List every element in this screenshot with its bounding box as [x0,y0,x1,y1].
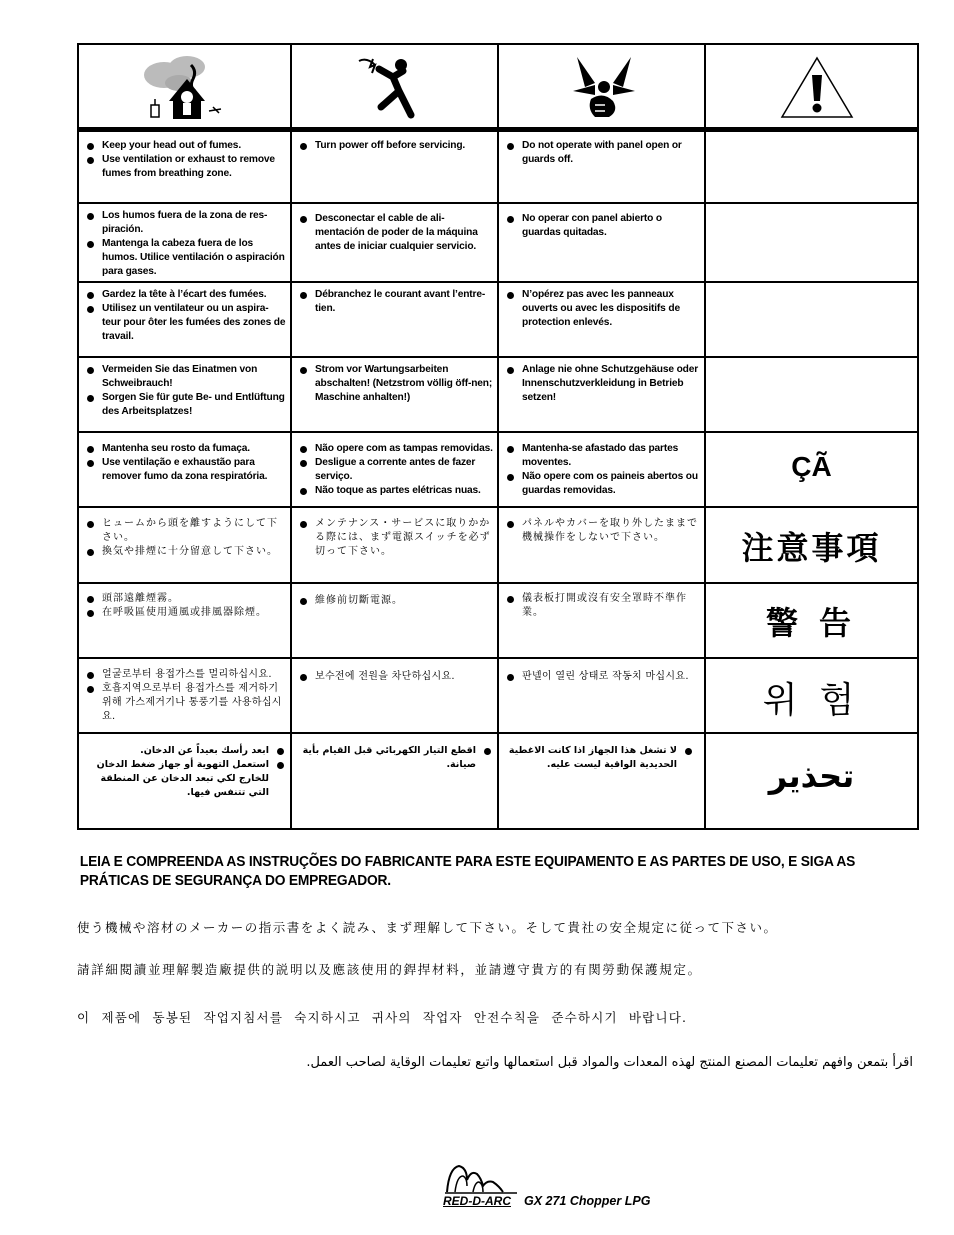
warning-label-ko: 위 험 [762,678,861,720]
list-item: 換気や排煙に十分留意して下さい。 [87,545,286,559]
list-item: Use ventilação e exhaustão para remover fumo da zona respiratória. [87,456,286,484]
list-item: Turn power off before servicing. [300,139,493,153]
row-pt-col3 [499,437,704,506]
list-item: ヒュームから頭を離すようにして下さい。 [87,517,286,545]
notice-arabic: اقرأ بتمعن وافهم تعليمات المصنع المنتج لهذه المعدات والمواد قبل استعمالها واتبع تعليمات الوقاية لصاحب العمل. [306,1055,913,1070]
row-de-col2 [292,358,497,431]
row-divider [79,506,917,508]
row-fr-col2 [292,283,497,356]
row-de-col3 [499,358,704,431]
list-item: 頭部遠離煙霧。 [87,592,286,606]
list-item: Do not operate with panel open or guards off. [507,139,700,167]
list-item: Utilisez un ventilateur ou un aspira-teur pour ôter les fumées des zones de travail. [87,302,286,344]
row-zh-col3 [499,587,704,657]
row-fr-col1 [79,283,290,356]
row-ko-col3 [499,665,704,732]
list-item: Não opere com as tampas removidas. [300,442,493,456]
warning-triangle-icon [779,55,855,121]
row-ko-col2 [292,665,497,732]
fumes-icon [139,53,239,121]
list-item: 儀表板打開或沒有安全罩時不準作業。 [507,592,700,620]
list-item: Sorgen Sie für gute Be- und Entlüftung des Arbeitsplatzes! [87,391,286,419]
row-pt-col1 [79,437,290,506]
list-item: Mantenga la cabeza fuera de los humos. Utilice ventilación o aspiración para gases. [87,237,286,279]
list-item: 維修前切斷電源。 [300,594,493,608]
row-divider [79,732,917,734]
header-divider [79,127,917,132]
notice-portuguese: LEIA E COMPREENDA AS INSTRUÇÕES DO FABRICANTE PARA ESTE EQUIPAMENTO E AS PARTES DE USO, E SIGA AS PRÁTICAS DE SEGURANÇA DO EMPREGADOR. [79,854,856,889]
list-item: Não opere com os paineis abertos ou guardas removidas. [507,470,700,498]
list-item: メンテナンス・サービスに取りかかる際には、まず電源スイッチを必ず切って下さい。 [300,517,493,559]
row-ar-col2 [292,739,497,828]
row-ja-col3 [499,512,704,582]
warning-label-zh: 警 告 [766,605,857,641]
list-item: اقطع التيار الكهربائي قبل القيام بأية صيانة. [300,744,491,772]
row-en-col3 [499,134,704,202]
list-item: Vermeiden Sie das Einatmen von Schweibrauch! [87,363,286,391]
list-item: Desligue a corrente antes de fazer serviço. [300,456,493,484]
row-ar-col1 [79,739,290,828]
flame-arc-icon [443,1162,523,1196]
list-item: パネルやカバーを取り外したままで機械操作をしないで下さい。 [507,517,700,545]
row-zh-col2 [292,589,497,657]
list-item: 호흡지역으로부터 용접가스를 제거하기 위해 가스제거기나 통풍기를 사용하십시요. [87,682,286,724]
list-item: 在呼吸區使用通風或排風器除煙。 [87,606,286,620]
list-item: Mantenha-se afastado das partes moventes. [507,442,700,470]
list-item: استعمل التهوية أو جهاز ضغط الدخان للخارج لكي تبعد الدخان عن المنطقة التي تتنفس فيها. [87,758,284,800]
list-item: Gardez la tête à l’écart des fumées. [87,288,286,302]
warning-label-pt: ÇÃ [791,451,832,482]
warning-label-ja: 注意事項 [741,530,882,566]
notice-chinese: 請詳細閱讀並理解製造廠提供的説明以及應該使用的銲捍材料，並請遵守貴方的有関勞動保護規定。 [77,962,702,977]
row-es-col2 [292,207,497,281]
notice-japanese: 使う機械や溶材のメーカーの指示書をよく読み、まず理解して下さい。そして貴社の安全規定に従って下さい。 [77,920,778,935]
list-item: ابعد رأسك بعيداً عن الدخان. [87,744,284,758]
list-item: Los humos fuera de la zona de res-piración. [87,209,286,237]
list-item: 얼굴로부터 용접가스를 멀리하십시요. [87,668,286,682]
list-item: Débranchez le courant avant l’entre-tien. [300,288,493,316]
list-item: No operar con panel abierto o guardas quitadas. [507,212,700,240]
row-ko-col1 [79,663,290,732]
warning-label-ar: تحذير [768,757,855,795]
moving-parts-icon [569,51,639,123]
row-en-col1 [79,134,290,202]
row-es-col1 [79,204,290,281]
list-item: Strom vor Wartungsarbeiten abschalten! (Netzstrom völlig öff-nen; Maschine anhalten!) [300,363,493,405]
list-item: لا تشغل هذا الجهاز اذا كانت الاغطية الحديدية الواقية ليست عليه. [507,744,692,772]
safety-warning-table [77,43,919,830]
logo-text: RED-D-ARC [443,1194,511,1208]
list-item: Desconectar el cable de ali-mentación de poder de la máquina antes de iniciar cualquier servicio. [300,212,493,254]
row-fr-col3 [499,283,704,356]
row-ja-col2 [292,512,497,582]
row-en-col2 [292,134,497,202]
list-item: 보수전에 전원을 차단하십시요. [300,670,493,684]
red-d-arc-logo [443,1162,523,1212]
list-item: Use ventilation or exhaust to remove fumes from breathing zone. [87,153,286,181]
list-item: Keep your head out of fumes. [87,139,286,153]
list-item: Não toque as partes elétricas nuas. [300,484,493,498]
list-item: Mantenha seu rosto da fumaça. [87,442,286,456]
row-de-col1 [79,358,290,431]
row-divider [79,582,917,584]
row-pt-col2 [292,437,497,506]
row-divider [79,657,917,659]
row-ar-col3 [499,739,704,828]
list-item: Anlage nie ohne Schutzgehäuse oder Innenschutzverkleidung in Betrieb setzen! [507,363,700,405]
notice-korean: 이 제품에 동봉된 작업지침서를 숙지하시고 귀사의 작업자 안전수칙을 준수하시기 바랍니다. [77,1010,688,1025]
row-divider [79,431,917,433]
list-item: N’opérez pas avec les panneaux ouverts ou avec les dispositifs de protection enlevés. [507,288,700,330]
row-ja-col1 [79,512,290,582]
model-name: GX 271 Chopper LPG [524,1194,651,1208]
row-zh-col1 [79,587,290,657]
row-es-col3 [499,207,704,281]
electric-shock-icon [349,53,439,121]
list-item: 판넬이 열린 상태로 작동치 마십시요. [507,670,700,684]
